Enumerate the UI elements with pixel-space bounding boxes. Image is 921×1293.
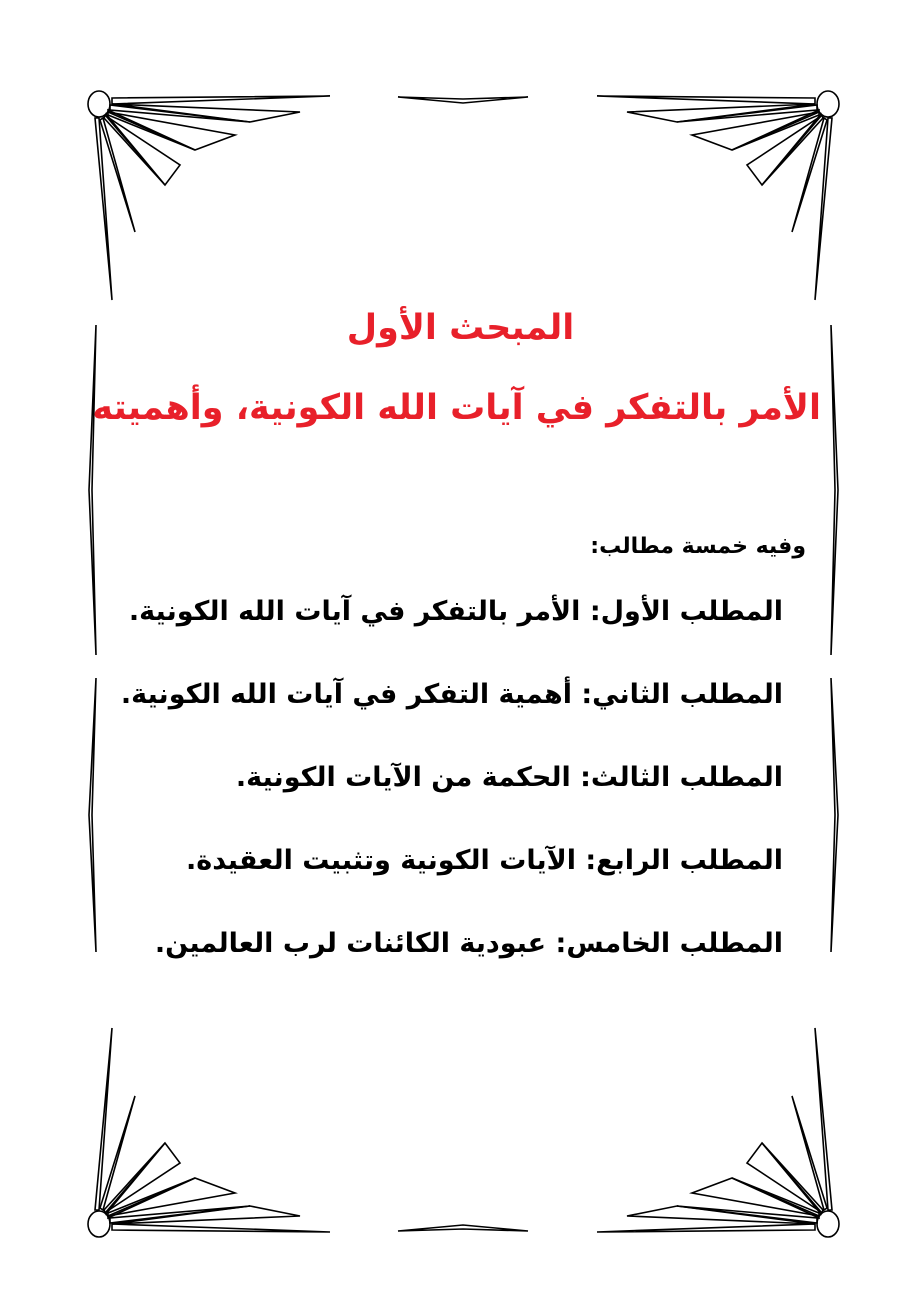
requirement-item-3: المطلب الثالث: الحكمة من الآيات الكونية. [235,762,783,793]
intro-text: وفيه خمسة مطالب: [590,534,806,559]
section-subtitle: الأمر بالتفكر في آيات الله الكونية، وأهميته [92,388,821,428]
fan-ornament-bottom-left [95,1028,330,1232]
corner-ornament-top-left [88,91,110,117]
requirement-item-4: المطلب الرابع: الآيات الكونية وتثبيت العقيدة. [186,845,783,876]
fan-ornament-bottom-right [597,1028,832,1232]
corner-ornament-top-right [817,91,839,117]
right-side-spindles [831,325,838,952]
requirement-item-2: المطلب الثاني: أهمية التفكر في آيات الله الكونية. [120,679,783,710]
corner-ornament-bottom-left [88,1211,110,1237]
corner-ornament-bottom-right [817,1211,839,1237]
requirement-item-1: المطلب الأول: الأمر بالتفكر في آيات الله الكونية. [128,596,783,627]
fan-ornament-top-right [597,96,832,300]
section-title: المبحث الأول [346,308,575,348]
top-spindle [398,97,528,103]
fan-ornament-top-left [95,96,330,300]
requirement-item-5: المطلب الخامس: عبودية الكائنات لرب العالمين. [154,928,783,959]
bottom-spindle [398,1225,528,1231]
